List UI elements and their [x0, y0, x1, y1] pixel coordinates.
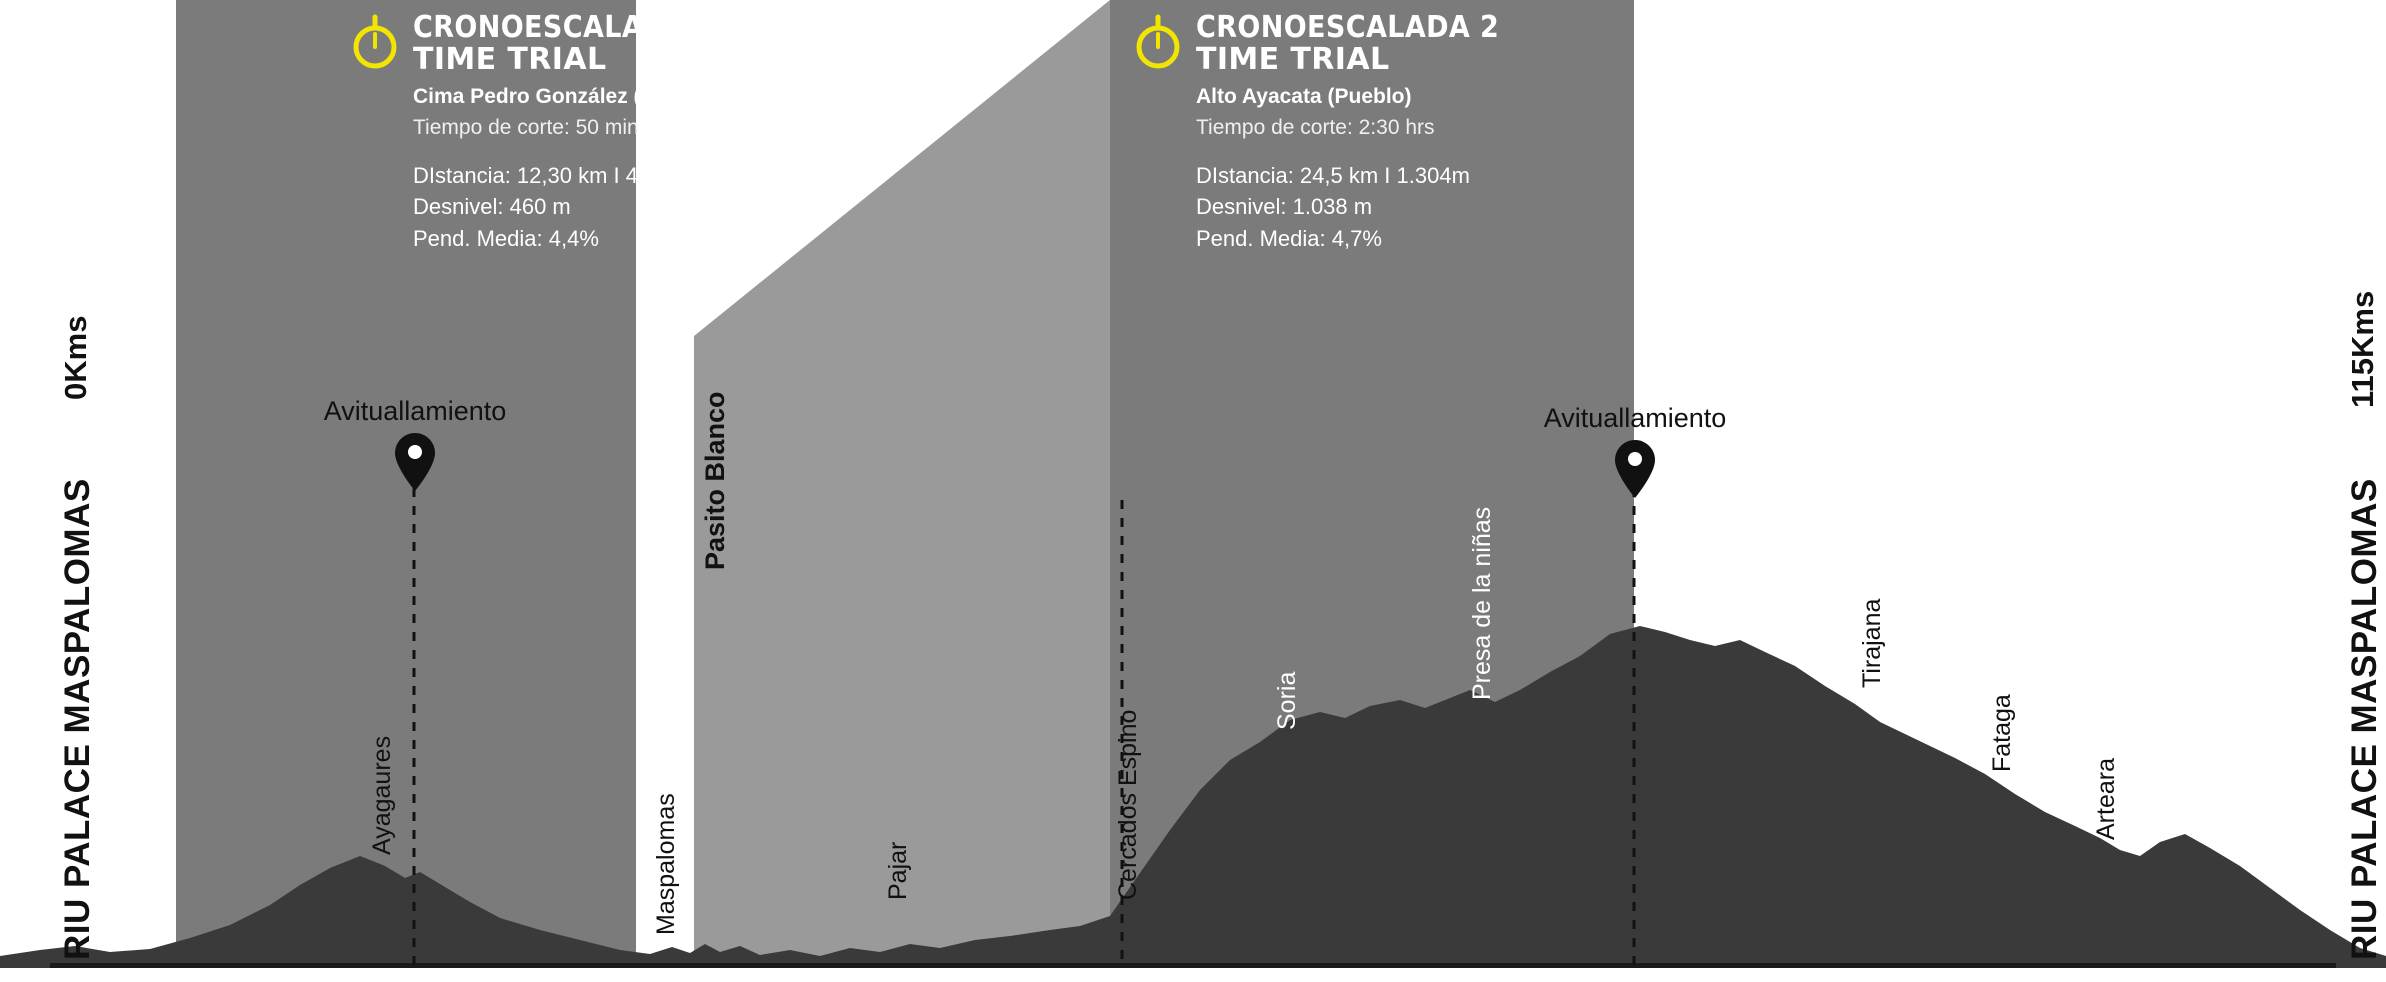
- stopwatch-icon: [1130, 14, 1186, 70]
- place-label-soria: Soria: [1273, 671, 1301, 730]
- info-box-2-gradient: Pend. Media: 4,7%: [1196, 225, 1382, 251]
- info-box-2-cutoff: Tiempo de corte: 2:30 hrs: [1196, 115, 1435, 139]
- baseline-axis: [50, 963, 2336, 968]
- place-label-tirajana: Tirajana: [1858, 598, 1886, 688]
- left-axis-distance-label: 0Kms: [58, 315, 93, 400]
- info-box-2-subtitle: TIME TRIAL: [1196, 42, 1390, 78]
- info-box-time-trial-1: [413, 12, 843, 254]
- place-label-arteara: Arteara: [2092, 758, 2120, 840]
- place-label-ayacata: Ayacata: [1655, 490, 1683, 580]
- left-axis-venue-label: RIU PALACE MASPALOMAS: [58, 478, 97, 960]
- info-box-1-cutoff: Tiempo de corte: 50 min: [413, 115, 639, 139]
- feed-zone-2: [1460, 403, 1810, 505]
- info-box-time-trial-2: [1196, 12, 1626, 254]
- place-label-cercados-espino: Cercados Espino: [1114, 709, 1142, 900]
- info-box-1-subtitle: TIME TRIAL: [413, 42, 607, 78]
- info-box-2-place: Alto Ayacata (Pueblo): [1196, 84, 1412, 108]
- place-label-pajar: Pajar: [884, 841, 912, 900]
- info-box-2-distance: DIstancia: 24,5 km I 1.304m: [1196, 163, 1470, 189]
- place-label-ayagaures: Ayagaures: [368, 735, 396, 855]
- info-box-1-distance: DIstancia: 12,30 km I 470m: [413, 163, 681, 189]
- feed-zone-1-label: Avituallamiento: [323, 396, 507, 426]
- feed-zone-2-label: Avituallamiento: [1543, 403, 1727, 433]
- right-axis-distance-label: 115Kms: [2345, 290, 2380, 408]
- map-pin-icon: [393, 431, 437, 493]
- feed-zone-1: [240, 396, 590, 498]
- place-label-maspalomas: Maspalomas: [652, 793, 680, 935]
- place-label-pasito-blanco: Pasito Blanco: [700, 391, 730, 570]
- stopwatch-icon: [347, 14, 403, 70]
- info-box-2-elevation: Desnivel: 1.038 m: [1196, 194, 1373, 220]
- place-label-fataga: Fataga: [1988, 694, 2016, 772]
- place-label-presa-de-las-ninas: Presa de la niñas: [1468, 506, 1496, 700]
- map-pin-icon: [1613, 438, 1657, 500]
- info-box-1-place: Cima Pedro González (Monte León): [413, 84, 766, 108]
- right-axis-venue-label: RIU PALACE MASPALOMAS: [2345, 478, 2384, 960]
- info-box-1-elevation: Desnivel: 460 m: [413, 194, 571, 220]
- info-box-1-gradient: Pend. Media: 4,4%: [413, 225, 599, 251]
- info-box-1-title: CRONOESCALADA 1: [413, 10, 717, 45]
- info-box-2-title: CRONOESCALADA 2: [1196, 10, 1500, 45]
